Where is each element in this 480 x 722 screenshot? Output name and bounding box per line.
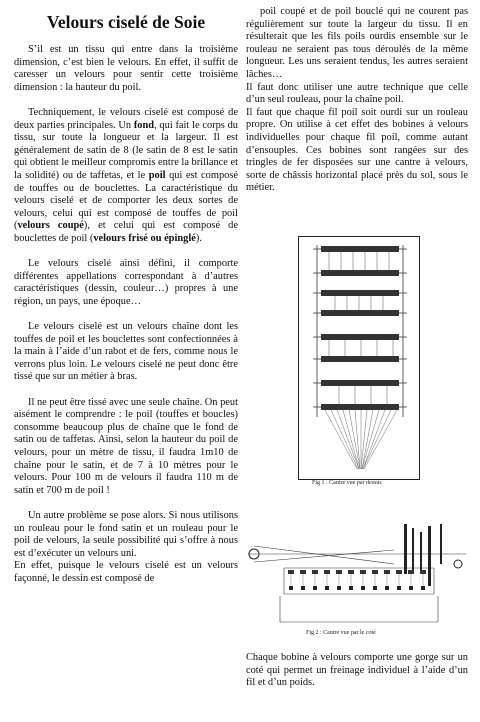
right-column-bottom	[246, 652, 468, 690]
paragraph-velours-chaine: Le velours ciselé est un velours chaîne dont les touffes de poil et les bouclettes sont confectionnées à la main à l’aide d’un rabot et de fers, comme nous le verrons plus loin. Le velours ciselé ne peut donc être tissé que sur un métier à bras.	[14, 321, 238, 383]
paragraph-composition: Techniquement, le velours ciselé est composé de deux parties principales. Un fond, qui fait le corps du tissu, sur toute la longueur et la largeur. Il est généralement de satin de 8 (le satin de 8 est le satin qui obtient le meilleur compromis entre la brillance et la solidité) ou de taffetas, et le poil qui est composé de touffes ou de bouclettes. La caractéristique du velours ciselé et de comporter les deux sortes de velours, celui qui est composé de touffes de poil (velours coupé), et celui qui est composé de bouclettes de poil (velours frisé ou épinglé).	[14, 106, 239, 244]
cantre-top-view-drawing	[299, 237, 419, 479]
paragraph-bobines: Il faut que chaque fil poil soit ourdi sur un rouleau propre. On utilise à cet effet des bobines à velours individuelles pour chaque fil poil, comme autant d’ensouples. Ces bobines sont rangées sur des tringles de fer disposées sur une cantre à velours, sorte de châssis horizontal placé près du sol, sous le métier.	[246, 106, 468, 194]
paragraph-continuation: poil coupé et de poil bouclé qui ne courent pas régulièrement sur toute la largeur du tissu. Il en résulterait que les fils poils ourdis ensemble sur le rouleau ne seraient pas tous déroulés de la même longueur. Les uns seraient tendus, les autres seraient lâches…	[246, 6, 468, 80]
term-velours-frise: velours frisé ou épinglé	[93, 232, 196, 244]
paragraph-intro: S’il est un tissu qui entre dans la troisième dimension, c’est bien le velours. En effet, il suffit de caresser un velours pour sentir cette troisième dimension : la hauteur du poil.	[14, 44, 238, 93]
term-velours-coupe: velours coupé	[17, 220, 84, 232]
paragraph-chaine: Il ne peut être tissé avec une seule chaîne. On peut aisément le comprendre : le poil (touffes et boucles) consomme beaucoup plus de chaîne que le fond de satin ou de taffetas. Ainsi, selon la hauteur du poil de velours, pour un mètre de tissu, il faudra 1m10 de chaîne pour le satin, et de 7 à 10 mètres pour le velours. Pour 100 m de velours il faudra 110 m de satin et 700 m de poil !	[14, 396, 238, 496]
paragraph-probleme: Un autre problème se pose alors. Si nous utilisons un rouleau pour le fond satin et un rouleau pour le poil de velours, la seule possibilité qui s’offre à nous est d’exécuter un velours uni.	[14, 509, 238, 559]
paragraph-gorge: Chaque bobine à velours comporte une gorge sur un coté qui permet un freinage individuel à l’aide d’un fil et d’un poids.	[246, 652, 468, 689]
paragraph-technique: Il faut donc utiliser une autre technique que celle d’un seul rouleau, pour la chaîne poil.	[246, 81, 468, 106]
page-title: Velours ciselé de Soie	[46, 12, 206, 32]
figure-1-caption: Fig 1 : Cantre vue par dessus	[312, 480, 382, 486]
paragraph-effet: En effet, puisque le velours ciselé est un velours façonné, le dessin est composé de	[14, 560, 238, 584]
figure-2-caption: Fig 2 : Cantre vue par le coté	[306, 630, 376, 636]
term-poil: poil	[148, 169, 166, 181]
paragraph-appellations: Le velours ciselé ainsi défini, il comporte différentes appellations correspondant à d’autres caractéristiques (dessin, couleur…) propres à une région, un pays, une époque…	[14, 258, 238, 307]
right-column	[246, 6, 468, 195]
figure-cantre-top-view	[298, 236, 420, 480]
left-column	[14, 12, 238, 586]
figure-cantre-side-view	[244, 524, 470, 628]
term-fond: fond	[133, 119, 155, 131]
